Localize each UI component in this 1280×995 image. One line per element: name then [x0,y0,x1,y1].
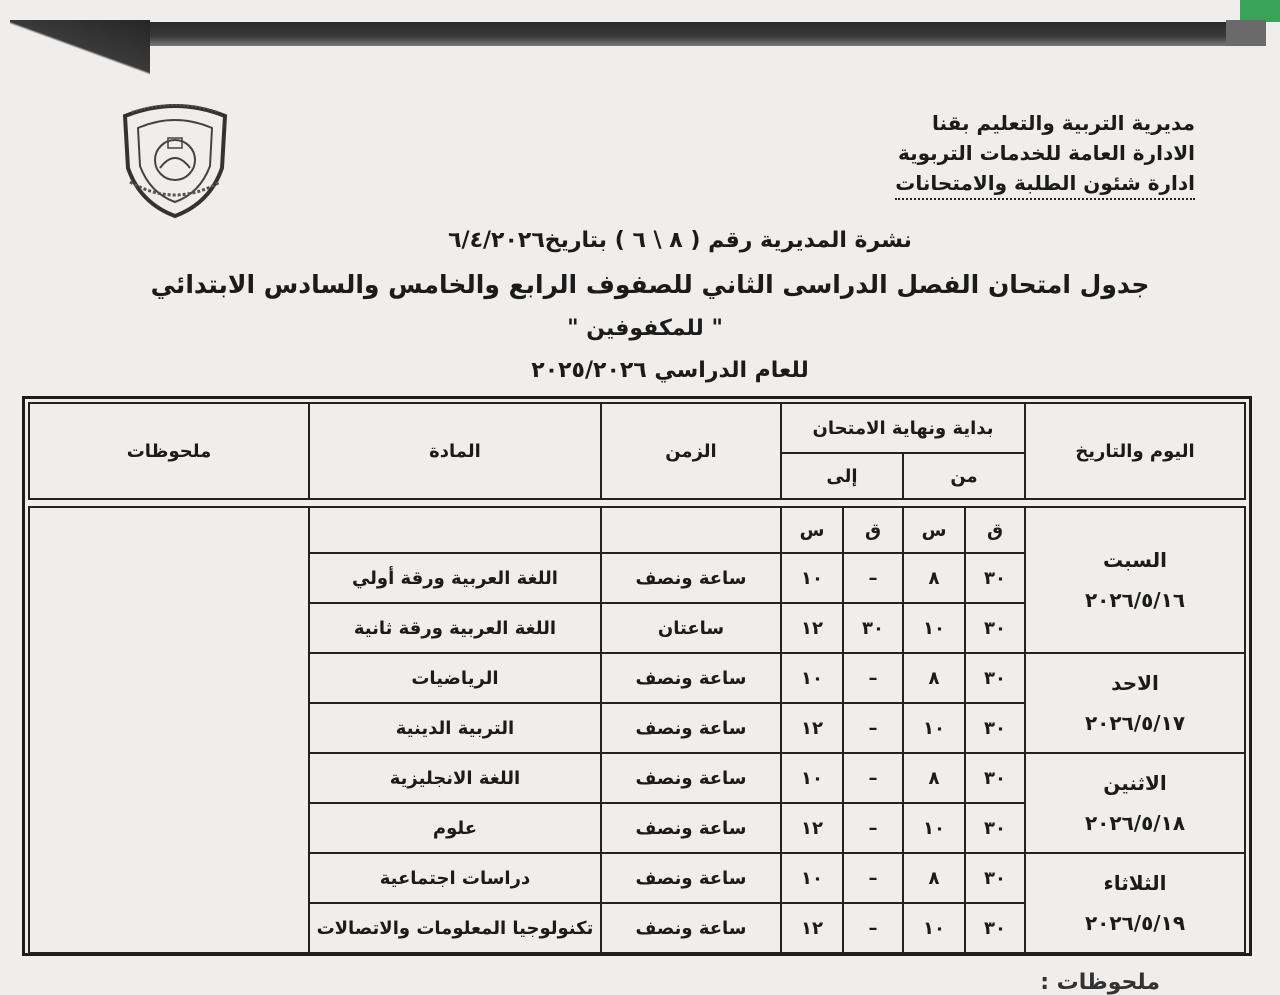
subject: اللغة العربية ورقة ثانية [309,603,601,653]
to-minute: – [843,903,903,953]
day-name: السبت [1102,548,1168,572]
from-minute: ٣٠ [965,553,1025,603]
unit-to-hour: س [781,507,843,553]
header-duration: الزمن [601,403,781,499]
from-minute: ٣٠ [965,853,1025,903]
unit-from-hour: س [903,507,965,553]
day-cell [1025,507,1245,653]
subject-cell [309,507,601,553]
schedule-title: جدول امتحان الفصل الدراسى الثاني للصفوف الرابع والخامس والسادس الابتدائي [150,270,1150,299]
day-cell [1025,653,1245,753]
exam-schedule-table [22,396,1252,956]
from-hour: ٨ [903,653,965,703]
schedule-audience: " للمكفوفين " [567,316,723,341]
bulletin-line [0,228,1280,253]
from-minute: ٣٠ [965,703,1025,753]
subject: اللغة الانجليزية [309,753,601,803]
bulletin-prefix: نشرة المديرية رقم [708,228,912,253]
unit-to-minute: ق [843,507,903,553]
to-minute: – [843,653,903,703]
duration: ساعة ونصف [601,903,781,953]
day-date: ٢٠٢٦/٥/١٧ [1084,711,1186,735]
to-minute: – [843,703,903,753]
from-hour: ١٠ [903,603,965,653]
header-notes: ملحوظات [29,403,309,499]
from-hour: ١٠ [903,903,965,953]
subject: اللغة العربية ورقة أولي [309,553,601,603]
to-minute: ٣٠ [843,603,903,653]
duration-cell [601,507,781,553]
from-minute: ٣٠ [965,803,1025,853]
header-divider [29,499,1245,507]
authority-directorate: مديرية التربية والتعليم بقنا [931,111,1195,135]
bulletin-date-label: بتاريخ [544,228,608,253]
from-minute: ٣٠ [965,903,1025,953]
header-from: من [903,453,1025,499]
duration: ساعتان [601,603,781,653]
issuing-authority [895,108,1195,200]
from-minute: ٣٠ [965,753,1025,803]
subject: علوم [309,803,601,853]
from-hour: ٨ [903,853,965,903]
to-minute: – [843,803,903,853]
to-hour: ١٢ [781,603,843,653]
notes-cell [29,507,309,953]
directorate-seal-logo [110,98,240,223]
authority-department: الادارة العامة للخدمات التربوية [897,141,1195,165]
day-name: الاحد [1111,671,1159,695]
day-date: ٢٠٢٦/٥/١٨ [1084,811,1186,835]
duration: ساعة ونصف [601,803,781,853]
bulletin-number: ( ٨ \ ٦ ) [614,228,701,253]
subject: الرياضيات [309,653,601,703]
authority-office: ادارة شئون الطلبة والامتحانات [895,168,1195,200]
header-day-date: اليوم والتاريخ [1025,403,1245,499]
day-cell [1025,853,1245,953]
to-hour: ١٠ [781,853,843,903]
subject: تكنولوجيا المعلومات والاتصالات [309,903,601,953]
day-date: ٢٠٢٦/٥/١٩ [1084,911,1186,935]
scan-shadow-corner [10,20,150,100]
day-date: ٢٠٢٦/٥/١٦ [1084,588,1186,612]
duration: ساعة ونصف [601,653,781,703]
duration: ساعة ونصف [601,553,781,603]
to-hour: ١٢ [781,703,843,753]
to-minute: – [843,753,903,803]
duration: ساعة ونصف [601,853,781,903]
subject: التربية الدينية [309,703,601,753]
header-exam-window: بداية ونهاية الامتحان [781,403,1025,453]
duration: ساعة ونصف [601,703,781,753]
day-cell [1025,753,1245,853]
unit-from-minute: ق [965,507,1025,553]
from-hour: ١٠ [903,803,965,853]
to-minute: – [843,853,903,903]
to-hour: ١٢ [781,803,843,853]
notes-footer-fragment: ملحوظات : [1040,970,1160,995]
header-subject: المادة [309,403,601,499]
day-name: الثلاثاء [1103,871,1167,895]
subject: دراسات اجتماعية [309,853,601,903]
to-hour: ١٠ [781,753,843,803]
from-minute: ٣٠ [965,653,1025,703]
from-hour: ٨ [903,553,965,603]
scan-edge-tab [1240,0,1280,22]
from-minute: ٣٠ [965,603,1025,653]
to-hour: ١٢ [781,903,843,953]
to-minute: – [843,553,903,603]
duration: ساعة ونصف [601,753,781,803]
to-hour: ١٠ [781,653,843,703]
day-name: الاثنين [1103,771,1167,795]
to-hour: ١٠ [781,553,843,603]
header-to: إلى [781,453,903,499]
from-hour: ١٠ [903,703,965,753]
from-hour: ٨ [903,753,965,803]
scan-shadow-square [1226,20,1266,46]
school-year: للعام الدراسي ٢٠٢٥/٢٠٢٦ [531,358,809,383]
scan-shadow-strip [150,22,1265,46]
bulletin-date: ٦/٤/٢٠٢٦ [448,228,545,253]
